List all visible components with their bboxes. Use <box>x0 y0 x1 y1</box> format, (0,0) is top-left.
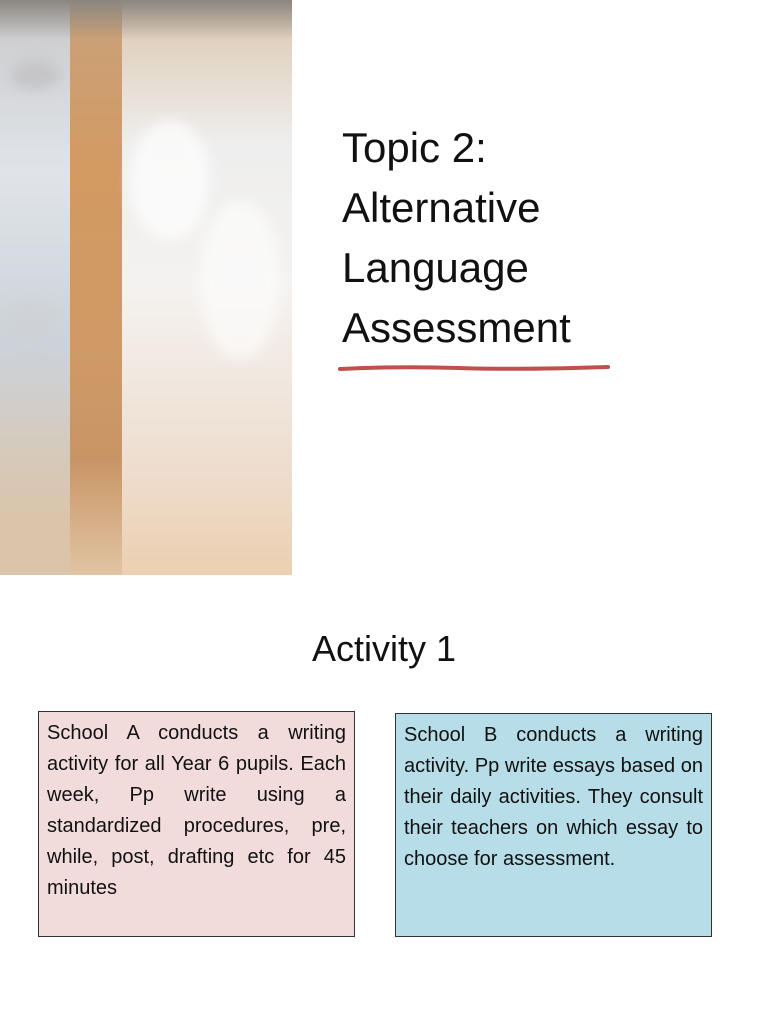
topic-title <box>342 118 571 358</box>
title-line-3: Language <box>342 244 529 291</box>
activity-heading: Activity 1 <box>311 628 457 669</box>
title-line-4: Assessment <box>342 304 571 351</box>
school-a-box: School A conducts a writing activity for all Year 6 pupils. Each week, Pp write using a standardized procedures, pre, while, post, drafting etc for 45 minutes <box>38 711 355 937</box>
library-photo <box>0 0 292 575</box>
title-line-2: Alternative <box>342 184 541 231</box>
title-underline <box>338 364 610 372</box>
title-line-1: Topic 2: <box>342 124 487 171</box>
school-b-box: School B conducts a writing activity. Pp write essays based on their daily activities. They consult their teachers on which essay to choose for assessment. <box>395 713 712 937</box>
